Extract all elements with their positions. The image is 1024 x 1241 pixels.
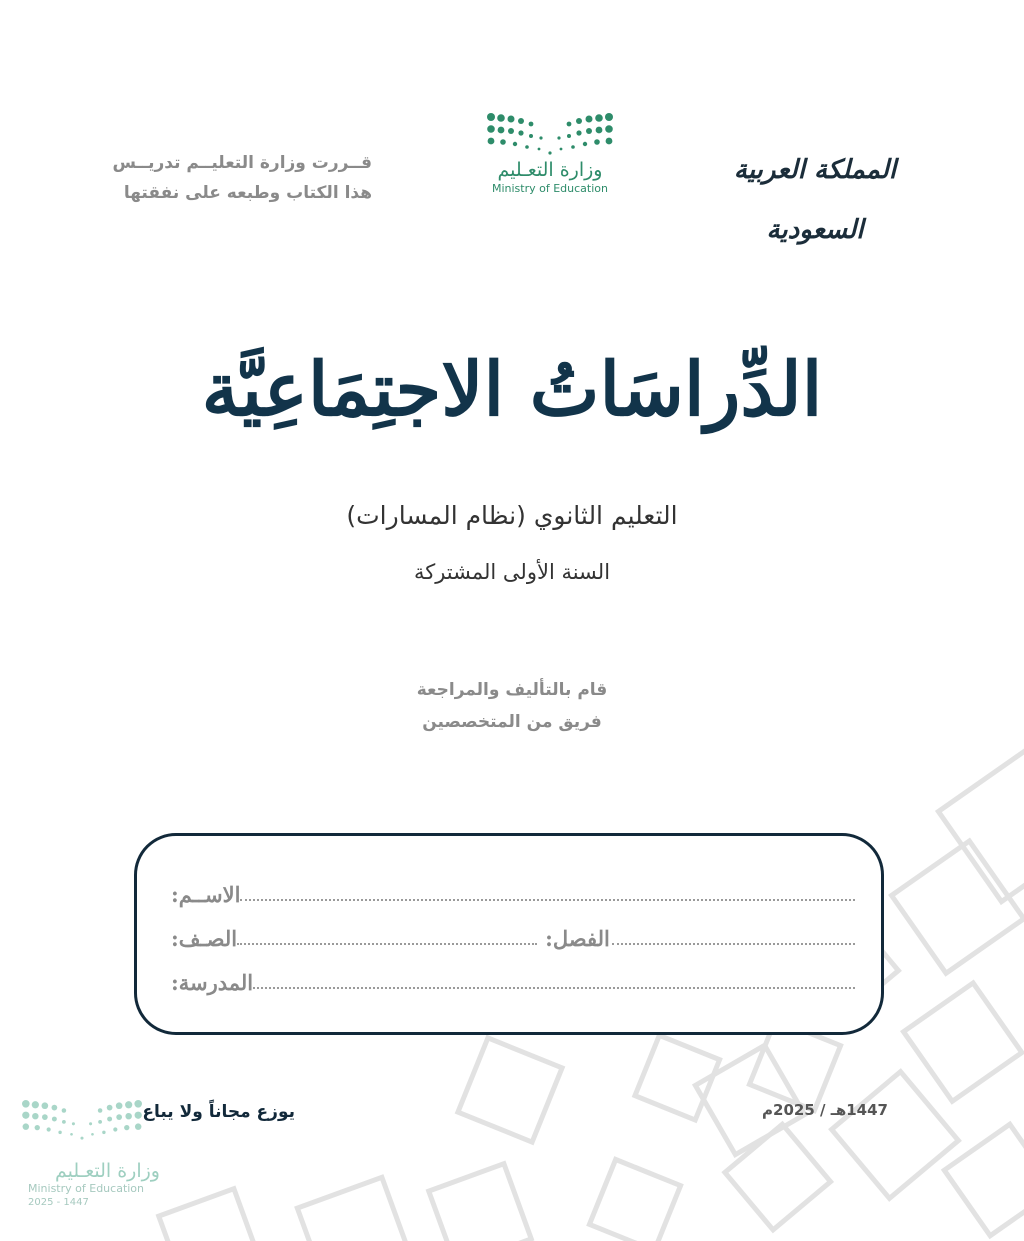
name-label: الاســم: <box>171 882 241 907</box>
school-field-row <box>163 968 855 998</box>
student-info-box <box>134 833 884 1035</box>
class-field[interactable] <box>612 943 855 945</box>
book-title: الدِّراسَاتُ الاجتِمَاعِيَّة <box>201 347 823 433</box>
school-field[interactable] <box>253 987 855 989</box>
ministry-years-footer: 2025 - 1447 <box>28 1197 89 1208</box>
free-distribution-notice: يوزع مجاناً ولا يباع <box>142 1102 295 1122</box>
ministry-name-english-footer: Ministry of Education <box>28 1182 145 1195</box>
class-label: الفصل: <box>545 926 610 951</box>
grade-year: السنة الأولى المشتركة <box>413 560 611 584</box>
ministry-approval-notice <box>110 148 372 208</box>
grade-field[interactable] <box>237 943 537 945</box>
authors-line-2: فريق من المتخصصين <box>422 712 602 732</box>
authors-line-1: قام بالتأليف والمراجعة <box>416 680 608 700</box>
ministry-name-english: Ministry of Education <box>491 182 608 195</box>
authors-credit <box>362 674 662 738</box>
ministry-name-arabic: وزارة التعـليم <box>497 159 603 181</box>
grade-field-row <box>163 924 855 954</box>
ministry-dots-logo-icon <box>487 112 613 156</box>
name-field[interactable] <box>240 899 855 901</box>
approval-line-2: هذا الكتاب وطبعه على نفقتها <box>123 183 372 203</box>
school-label: المدرسة: <box>171 970 254 995</box>
publication-year: 1447هـ / 2025م <box>762 1101 888 1119</box>
ministry-of-education-logo <box>470 112 630 196</box>
education-stage: التعليم الثانوي (نظام المسارات) <box>346 501 678 530</box>
grade-label: الصـف: <box>171 926 238 951</box>
name-field-row <box>163 880 855 910</box>
ministry-name-arabic-footer: وزارة التعـليم <box>54 1160 160 1182</box>
kingdom-calligraphy-logo: المملكة العربية السعودية <box>733 155 897 245</box>
approval-line-1: قــررت وزارة التعليــم تدريــس <box>112 153 372 173</box>
